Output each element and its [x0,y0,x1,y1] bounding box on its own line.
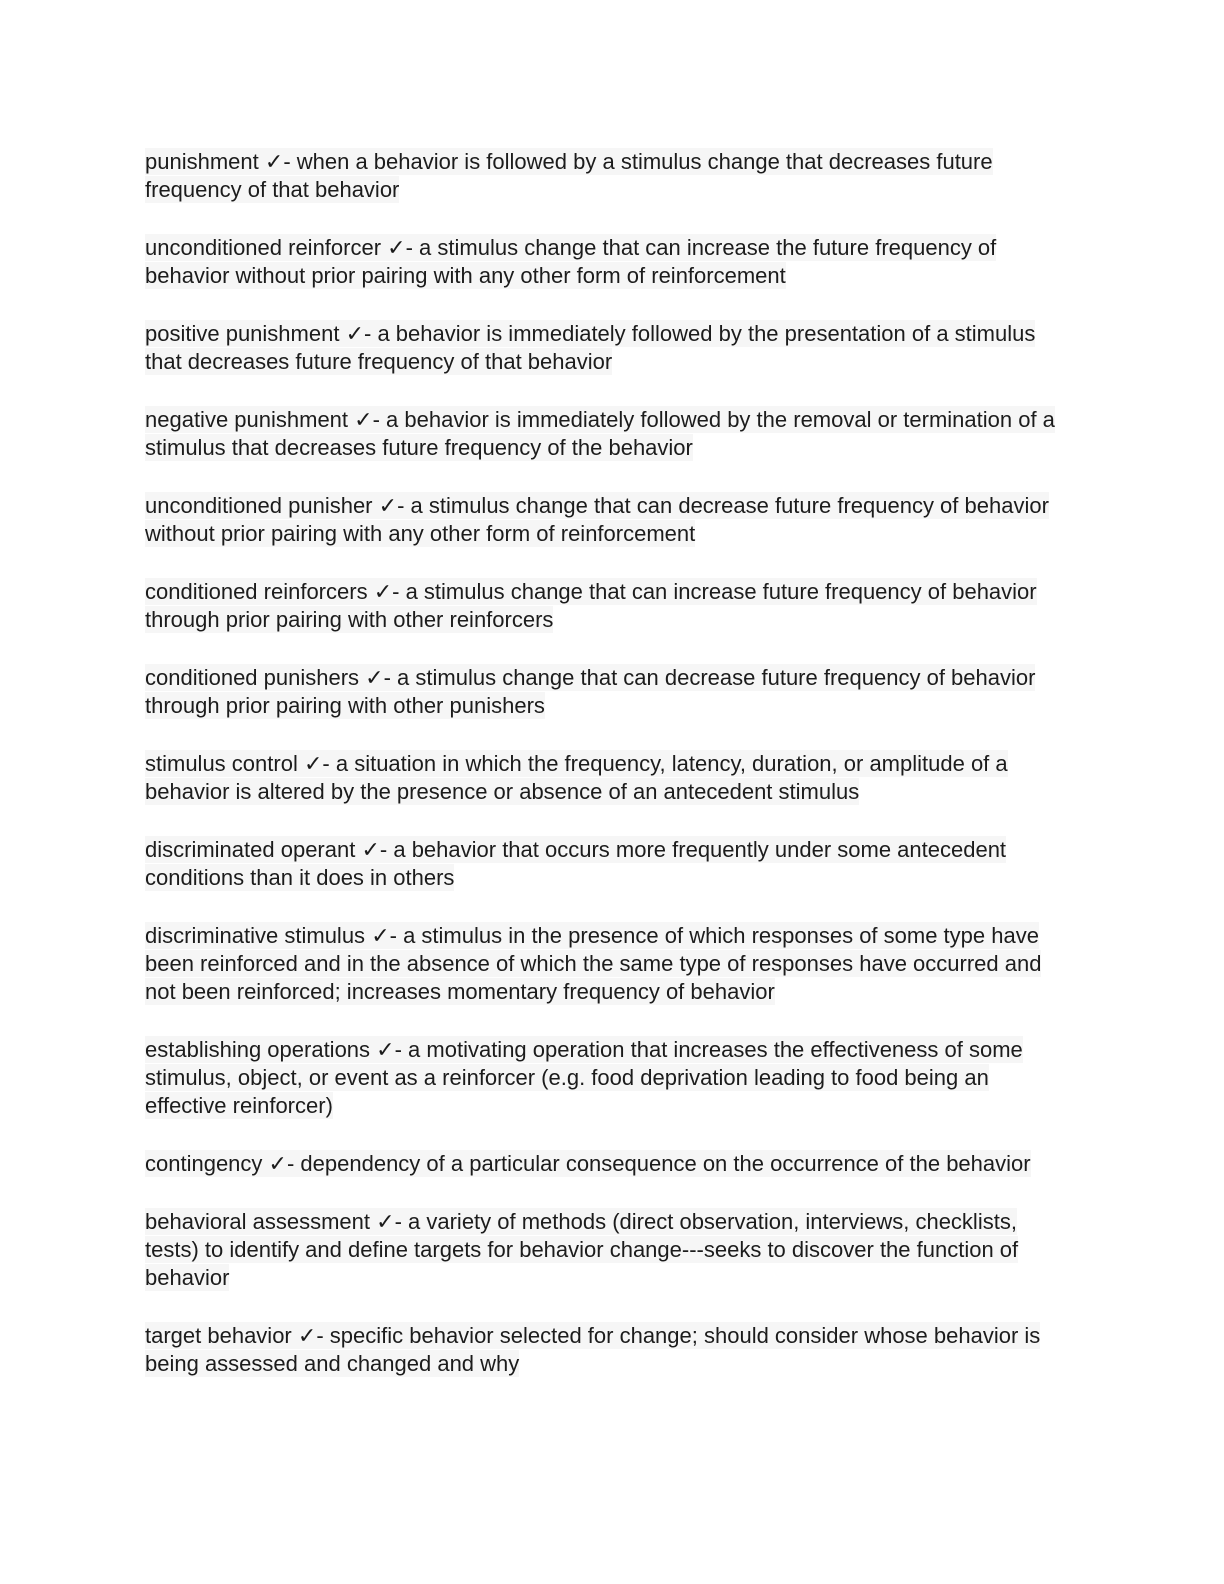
check-mark-icon: ✓ [371,923,390,948]
flashcard-entry [145,664,1065,720]
flashcard-entry [145,1036,1065,1120]
term: unconditioned punisher [145,493,373,518]
term: stimulus control [145,751,298,776]
definition: - dependency of a particular consequence on the occurrence of the behavior [286,1151,1031,1176]
flashcard-entry [145,578,1065,634]
term: discriminative stimulus [145,923,366,948]
definition: - a stimulus change that can increase the future frequency of behavior without prior pairing with any other form of reinforcement [145,235,997,288]
definition: - a motivating operation that increases the effectiveness of some stimulus, object, or event as a reinforcer (e.g. food deprivation leading to food being an effective reinforcer) [145,1037,1023,1118]
term: conditioned punishers [145,665,360,690]
flashcard-entry [145,750,1065,806]
term: punishment [145,149,259,174]
flashcard-entry [145,406,1065,462]
definition: - a behavior is immediately followed by the presentation of a stimulus that decreases future frequency of that behavior [145,321,1036,374]
term: establishing operations [145,1037,371,1062]
term: positive punishment [145,321,340,346]
term: behavioral assessment [145,1209,371,1234]
definition: - a behavior is immediately followed by the removal or termination of a stimulus that decreases future frequency of the behavior [145,407,1055,460]
check-mark-icon: ✓ [387,235,406,260]
check-mark-icon: ✓ [303,751,323,776]
definition: - when a behavior is followed by a stimulus change that decreases future frequency of that behavior [145,149,993,202]
term: target behavior [145,1323,292,1348]
definition: - specific behavior selected for change; should consider whose behavior is being assessed and changed and why [145,1323,1041,1376]
flashcard-entry [145,148,1065,204]
term: unconditioned reinforcer [145,235,382,260]
check-mark-icon: ✓ [361,837,380,862]
flashcard-entry [145,320,1065,376]
term: negative punishment [145,407,349,432]
definition: - a stimulus change that can increase future frequency of behavior through prior pairing with other reinforcers [145,579,1037,632]
term: contingency [145,1151,263,1176]
check-mark-icon: ✓ [268,1151,287,1176]
check-mark-icon: ✓ [376,1209,395,1234]
flashcard-entry [145,1150,1065,1178]
definition: - a stimulus change that can decrease future frequency of behavior through prior pairing with other punishers [145,665,1036,718]
term: conditioned reinforcers [145,579,368,604]
check-mark-icon: ✓ [376,1037,395,1062]
definition: - a stimulus change that can decrease future frequency of behavior without prior pairing with any other form of reinforcement [145,493,1049,546]
check-mark-icon: ✓ [297,1323,317,1348]
check-mark-icon: ✓ [378,493,398,518]
definition: - a situation in which the frequency, latency, duration, or amplitude of a behavior is altered by the presence or absence of an antecedent stimulus [145,751,1008,804]
term: discriminated operant [145,837,356,862]
flashcard-entry [145,1208,1065,1292]
flashcard-entry [145,492,1065,548]
flashcard-list [145,148,1065,1408]
flashcard-entry [145,1322,1065,1378]
check-mark-icon: ✓ [354,407,373,432]
flashcard-entry [145,836,1065,892]
flashcard-entry [145,234,1065,290]
definition: - a behavior that occurs more frequently under some antecedent conditions than it does in others [145,837,1007,890]
check-mark-icon: ✓ [345,321,365,346]
definition: - a variety of methods (direct observation, interviews, checklists, tests) to identify and define targets for behavior change---seeks to discover the function of behavior [145,1209,1019,1290]
flashcard-entry [145,922,1065,1006]
check-mark-icon: ✓ [365,665,384,690]
definition: - a stimulus in the presence of which responses of some type have been reinforced and in the absence of which the same type of responses have occurred and not been reinforced; increases momentary frequency of behavior [145,923,1042,1004]
check-mark-icon: ✓ [264,149,284,174]
check-mark-icon: ✓ [373,579,393,604]
